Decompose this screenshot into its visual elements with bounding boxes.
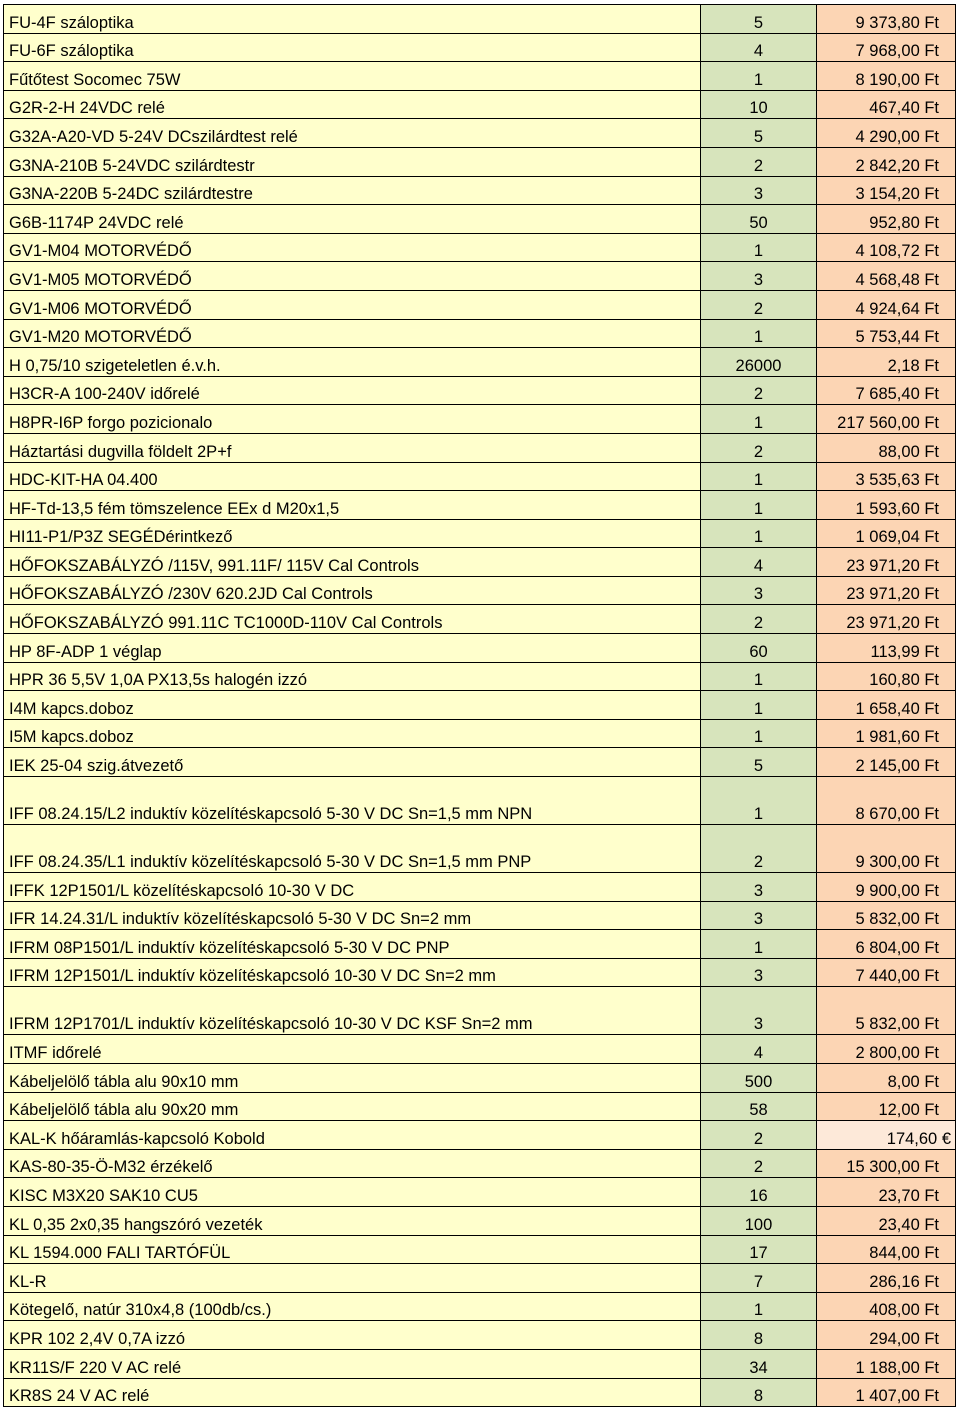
table-row bbox=[4, 1149, 956, 1178]
quantity-cell: 2 bbox=[701, 1121, 817, 1150]
product-name-cell: H 0,75/10 szigeteletlen é.v.h. bbox=[4, 348, 701, 377]
price-cell: 23 971,20 Ft bbox=[817, 605, 956, 634]
price-cell: 1 981,60 Ft bbox=[817, 719, 956, 748]
table-row bbox=[4, 1264, 956, 1293]
product-name-cell: G3NA-210B 5-24VDC szilárdtestr bbox=[4, 147, 701, 176]
product-name-cell: KL 0,35 2x0,35 hangszóró vezeték bbox=[4, 1206, 701, 1235]
price-cell: 4 924,64 Ft bbox=[817, 290, 956, 319]
table-row bbox=[4, 433, 956, 462]
price-cell: 8,00 Ft bbox=[817, 1064, 956, 1093]
quantity-cell: 17 bbox=[701, 1235, 817, 1264]
price-cell: 467,40 Ft bbox=[817, 90, 956, 119]
quantity-cell: 3 bbox=[701, 873, 817, 902]
table-row bbox=[4, 1092, 956, 1121]
product-name-cell: Kötegelő, natúr 310x4,8 (100db/cs.) bbox=[4, 1292, 701, 1321]
quantity-cell: 2 bbox=[701, 825, 817, 873]
product-name-cell: KAS-80-35-Ö-M32 érzékelő bbox=[4, 1149, 701, 1178]
table-row bbox=[4, 205, 956, 234]
price-cell: 23 971,20 Ft bbox=[817, 576, 956, 605]
table-row bbox=[4, 958, 956, 987]
table-row bbox=[4, 719, 956, 748]
quantity-cell: 100 bbox=[701, 1206, 817, 1235]
quantity-cell: 500 bbox=[701, 1064, 817, 1093]
product-name-cell: I4M kapcs.doboz bbox=[4, 691, 701, 720]
quantity-cell: 2 bbox=[701, 433, 817, 462]
price-cell: 7 685,40 Ft bbox=[817, 376, 956, 405]
table-row bbox=[4, 1292, 956, 1321]
table-row bbox=[4, 147, 956, 176]
price-cell: 9 300,00 Ft bbox=[817, 825, 956, 873]
quantity-cell: 2 bbox=[701, 1149, 817, 1178]
product-name-cell: FU-6F száloptika bbox=[4, 33, 701, 62]
quantity-cell: 8 bbox=[701, 1321, 817, 1350]
table-row bbox=[4, 33, 956, 62]
price-cell: 174,60 € bbox=[817, 1121, 956, 1150]
quantity-cell: 34 bbox=[701, 1349, 817, 1378]
quantity-cell: 3 bbox=[701, 901, 817, 930]
price-cell: 15 300,00 Ft bbox=[817, 1149, 956, 1178]
quantity-cell: 60 bbox=[701, 634, 817, 663]
price-cell: 2 800,00 Ft bbox=[817, 1035, 956, 1064]
quantity-cell: 3 bbox=[701, 987, 817, 1035]
quantity-cell: 2 bbox=[701, 376, 817, 405]
quantity-cell: 16 bbox=[701, 1178, 817, 1207]
price-table-body bbox=[4, 5, 956, 1407]
price-cell: 8 670,00 Ft bbox=[817, 777, 956, 825]
quantity-cell: 1 bbox=[701, 691, 817, 720]
price-cell: 1 407,00 Ft bbox=[817, 1378, 956, 1407]
product-name-cell: FU-4F száloptika bbox=[4, 5, 701, 34]
quantity-cell: 3 bbox=[701, 176, 817, 205]
product-name-cell: IFF 08.24.35/L1 induktív közelítéskapcsoló 5-30 V DC Sn=1,5 mm PNP bbox=[4, 825, 701, 873]
table-row bbox=[4, 873, 956, 902]
quantity-cell: 1 bbox=[701, 405, 817, 434]
price-cell: 844,00 Ft bbox=[817, 1235, 956, 1264]
price-cell: 160,80 Ft bbox=[817, 662, 956, 691]
table-row bbox=[4, 634, 956, 663]
price-cell: 4 568,48 Ft bbox=[817, 262, 956, 291]
product-name-cell: KPR 102 2,4V 0,7A izzó bbox=[4, 1321, 701, 1350]
product-name-cell: GV1-M04 MOTORVÉDŐ bbox=[4, 233, 701, 262]
product-name-cell: IFRM 12P1501/L induktív közelítéskapcsoló 10-30 V DC Sn=2 mm bbox=[4, 958, 701, 987]
product-name-cell: KR11S/F 220 V AC relé bbox=[4, 1349, 701, 1378]
product-name-cell: HI11-P1/P3Z SEGÉDérintkező bbox=[4, 519, 701, 548]
quantity-cell: 8 bbox=[701, 1378, 817, 1407]
price-cell: 294,00 Ft bbox=[817, 1321, 956, 1350]
product-name-cell: GV1-M05 MOTORVÉDŐ bbox=[4, 262, 701, 291]
table-row bbox=[4, 376, 956, 405]
table-row bbox=[4, 930, 956, 959]
quantity-cell: 1 bbox=[701, 233, 817, 262]
price-cell: 8 190,00 Ft bbox=[817, 62, 956, 91]
quantity-cell: 58 bbox=[701, 1092, 817, 1121]
price-cell: 1 188,00 Ft bbox=[817, 1349, 956, 1378]
table-row bbox=[4, 548, 956, 577]
product-name-cell: IFFK 12P1501/L közelítéskapcsoló 10-30 V DC bbox=[4, 873, 701, 902]
product-name-cell: GV1-M20 MOTORVÉDŐ bbox=[4, 319, 701, 348]
price-cell: 7 968,00 Ft bbox=[817, 33, 956, 62]
price-cell: 217 560,00 Ft bbox=[817, 405, 956, 434]
price-cell: 12,00 Ft bbox=[817, 1092, 956, 1121]
price-cell: 4 290,00 Ft bbox=[817, 119, 956, 148]
quantity-cell: 1 bbox=[701, 777, 817, 825]
product-name-cell: IEK 25-04 szig.átvezető bbox=[4, 748, 701, 777]
price-cell: 3 154,20 Ft bbox=[817, 176, 956, 205]
product-name-cell: HŐFOKSZABÁLYZÓ /230V 620.2JD Cal Controls bbox=[4, 576, 701, 605]
table-row bbox=[4, 90, 956, 119]
price-cell: 9 373,80 Ft bbox=[817, 5, 956, 34]
table-row bbox=[4, 662, 956, 691]
table-row bbox=[4, 262, 956, 291]
price-cell: 7 440,00 Ft bbox=[817, 958, 956, 987]
product-name-cell: KISC M3X20 SAK10 CU5 bbox=[4, 1178, 701, 1207]
product-name-cell: HŐFOKSZABÁLYZÓ /115V, 991.11F/ 115V Cal Controls bbox=[4, 548, 701, 577]
table-row bbox=[4, 1206, 956, 1235]
price-cell: 23,70 Ft bbox=[817, 1178, 956, 1207]
table-row bbox=[4, 405, 956, 434]
table-row bbox=[4, 1035, 956, 1064]
product-name-cell: G6B-1174P 24VDC relé bbox=[4, 205, 701, 234]
price-cell: 1 069,04 Ft bbox=[817, 519, 956, 548]
product-name-cell: H8PR-I6P forgo pozicionalo bbox=[4, 405, 701, 434]
quantity-cell: 1 bbox=[701, 662, 817, 691]
price-cell: 113,99 Ft bbox=[817, 634, 956, 663]
product-name-cell: IFRM 12P1701/L induktív közelítéskapcsoló 10-30 V DC KSF Sn=2 mm bbox=[4, 987, 701, 1035]
product-name-cell: IFR 14.24.31/L induktív közelítéskapcsoló 5-30 V DC Sn=2 mm bbox=[4, 901, 701, 930]
product-name-cell: HF-Td-13,5 fém tömszelence EEx d M20x1,5 bbox=[4, 491, 701, 520]
quantity-cell: 1 bbox=[701, 1292, 817, 1321]
product-name-cell: Kábeljelölő tábla alu 90x10 mm bbox=[4, 1064, 701, 1093]
product-name-cell: HDC-KIT-HA 04.400 bbox=[4, 462, 701, 491]
table-row bbox=[4, 825, 956, 873]
table-row bbox=[4, 748, 956, 777]
price-cell: 2 842,20 Ft bbox=[817, 147, 956, 176]
product-name-cell: Kábeljelölő tábla alu 90x20 mm bbox=[4, 1092, 701, 1121]
quantity-cell: 50 bbox=[701, 205, 817, 234]
product-name-cell: KL-R bbox=[4, 1264, 701, 1293]
table-row bbox=[4, 348, 956, 377]
price-cell: 9 900,00 Ft bbox=[817, 873, 956, 902]
quantity-cell: 4 bbox=[701, 1035, 817, 1064]
table-row bbox=[4, 119, 956, 148]
price-cell: 952,80 Ft bbox=[817, 205, 956, 234]
quantity-cell: 3 bbox=[701, 576, 817, 605]
table-row bbox=[4, 1349, 956, 1378]
table-row bbox=[4, 1378, 956, 1407]
product-name-cell: GV1-M06 MOTORVÉDŐ bbox=[4, 290, 701, 319]
table-row bbox=[4, 987, 956, 1035]
quantity-cell: 4 bbox=[701, 548, 817, 577]
table-row bbox=[4, 491, 956, 520]
table-row bbox=[4, 62, 956, 91]
quantity-cell: 5 bbox=[701, 5, 817, 34]
table-row bbox=[4, 1178, 956, 1207]
product-name-cell: G2R-2-H 24VDC relé bbox=[4, 90, 701, 119]
price-cell: 1 658,40 Ft bbox=[817, 691, 956, 720]
price-cell: 408,00 Ft bbox=[817, 1292, 956, 1321]
quantity-cell: 5 bbox=[701, 119, 817, 148]
table-row bbox=[4, 1064, 956, 1093]
product-name-cell: I5M kapcs.doboz bbox=[4, 719, 701, 748]
price-cell: 23,40 Ft bbox=[817, 1206, 956, 1235]
product-name-cell: IFRM 08P1501/L induktív közelítéskapcsoló 5-30 V DC PNP bbox=[4, 930, 701, 959]
quantity-cell: 3 bbox=[701, 958, 817, 987]
table-row bbox=[4, 901, 956, 930]
product-name-cell: KR8S 24 V AC relé bbox=[4, 1378, 701, 1407]
table-row bbox=[4, 319, 956, 348]
product-name-cell: HP 8F-ADP 1 véglap bbox=[4, 634, 701, 663]
product-name-cell: G32A-A20-VD 5-24V DCszilárdtest relé bbox=[4, 119, 701, 148]
table-row bbox=[4, 691, 956, 720]
product-name-cell: ITMF időrelé bbox=[4, 1035, 701, 1064]
table-row bbox=[4, 519, 956, 548]
price-cell: 5 832,00 Ft bbox=[817, 901, 956, 930]
product-name-cell: KL 1594.000 FALI TARTÓFÜL bbox=[4, 1235, 701, 1264]
price-cell: 4 108,72 Ft bbox=[817, 233, 956, 262]
quantity-cell: 1 bbox=[701, 519, 817, 548]
quantity-cell: 2 bbox=[701, 147, 817, 176]
quantity-cell: 26000 bbox=[701, 348, 817, 377]
product-name-cell: IFF 08.24.15/L2 induktív közelítéskapcsoló 5-30 V DC Sn=1,5 mm NPN bbox=[4, 777, 701, 825]
price-cell: 1 593,60 Ft bbox=[817, 491, 956, 520]
quantity-cell: 5 bbox=[701, 748, 817, 777]
product-name-cell: HPR 36 5,5V 1,0A PX13,5s halogén izzó bbox=[4, 662, 701, 691]
product-name-cell: HŐFOKSZABÁLYZÓ 991.11C TC1000D-110V Cal Controls bbox=[4, 605, 701, 634]
price-cell: 5 832,00 Ft bbox=[817, 987, 956, 1035]
quantity-cell: 4 bbox=[701, 33, 817, 62]
price-cell: 286,16 Ft bbox=[817, 1264, 956, 1293]
price-cell: 88,00 Ft bbox=[817, 433, 956, 462]
table-row bbox=[4, 1235, 956, 1264]
table-row bbox=[4, 605, 956, 634]
quantity-cell: 3 bbox=[701, 262, 817, 291]
quantity-cell: 10 bbox=[701, 90, 817, 119]
quantity-cell: 2 bbox=[701, 290, 817, 319]
quantity-cell: 1 bbox=[701, 491, 817, 520]
quantity-cell: 1 bbox=[701, 462, 817, 491]
price-table bbox=[3, 4, 956, 1407]
product-name-cell: G3NA-220B 5-24DC szilárdtestre bbox=[4, 176, 701, 205]
quantity-cell: 1 bbox=[701, 319, 817, 348]
table-row bbox=[4, 576, 956, 605]
table-row bbox=[4, 462, 956, 491]
quantity-cell: 1 bbox=[701, 930, 817, 959]
table-row bbox=[4, 1121, 956, 1150]
price-cell: 23 971,20 Ft bbox=[817, 548, 956, 577]
price-cell: 5 753,44 Ft bbox=[817, 319, 956, 348]
table-row bbox=[4, 1321, 956, 1350]
table-row bbox=[4, 777, 956, 825]
quantity-cell: 1 bbox=[701, 719, 817, 748]
product-name-cell: Háztartási dugvilla földelt 2P+f bbox=[4, 433, 701, 462]
table-row bbox=[4, 290, 956, 319]
table-row bbox=[4, 176, 956, 205]
quantity-cell: 2 bbox=[701, 605, 817, 634]
price-cell: 6 804,00 Ft bbox=[817, 930, 956, 959]
product-name-cell: Fűtőtest Socomec 75W bbox=[4, 62, 701, 91]
table-row bbox=[4, 5, 956, 34]
price-cell: 2,18 Ft bbox=[817, 348, 956, 377]
quantity-cell: 7 bbox=[701, 1264, 817, 1293]
table-row bbox=[4, 233, 956, 262]
price-cell: 3 535,63 Ft bbox=[817, 462, 956, 491]
product-name-cell: KAL-K hőáramlás-kapcsoló Kobold bbox=[4, 1121, 701, 1150]
quantity-cell: 1 bbox=[701, 62, 817, 91]
price-cell: 2 145,00 Ft bbox=[817, 748, 956, 777]
product-name-cell: H3CR-A 100-240V időrelé bbox=[4, 376, 701, 405]
